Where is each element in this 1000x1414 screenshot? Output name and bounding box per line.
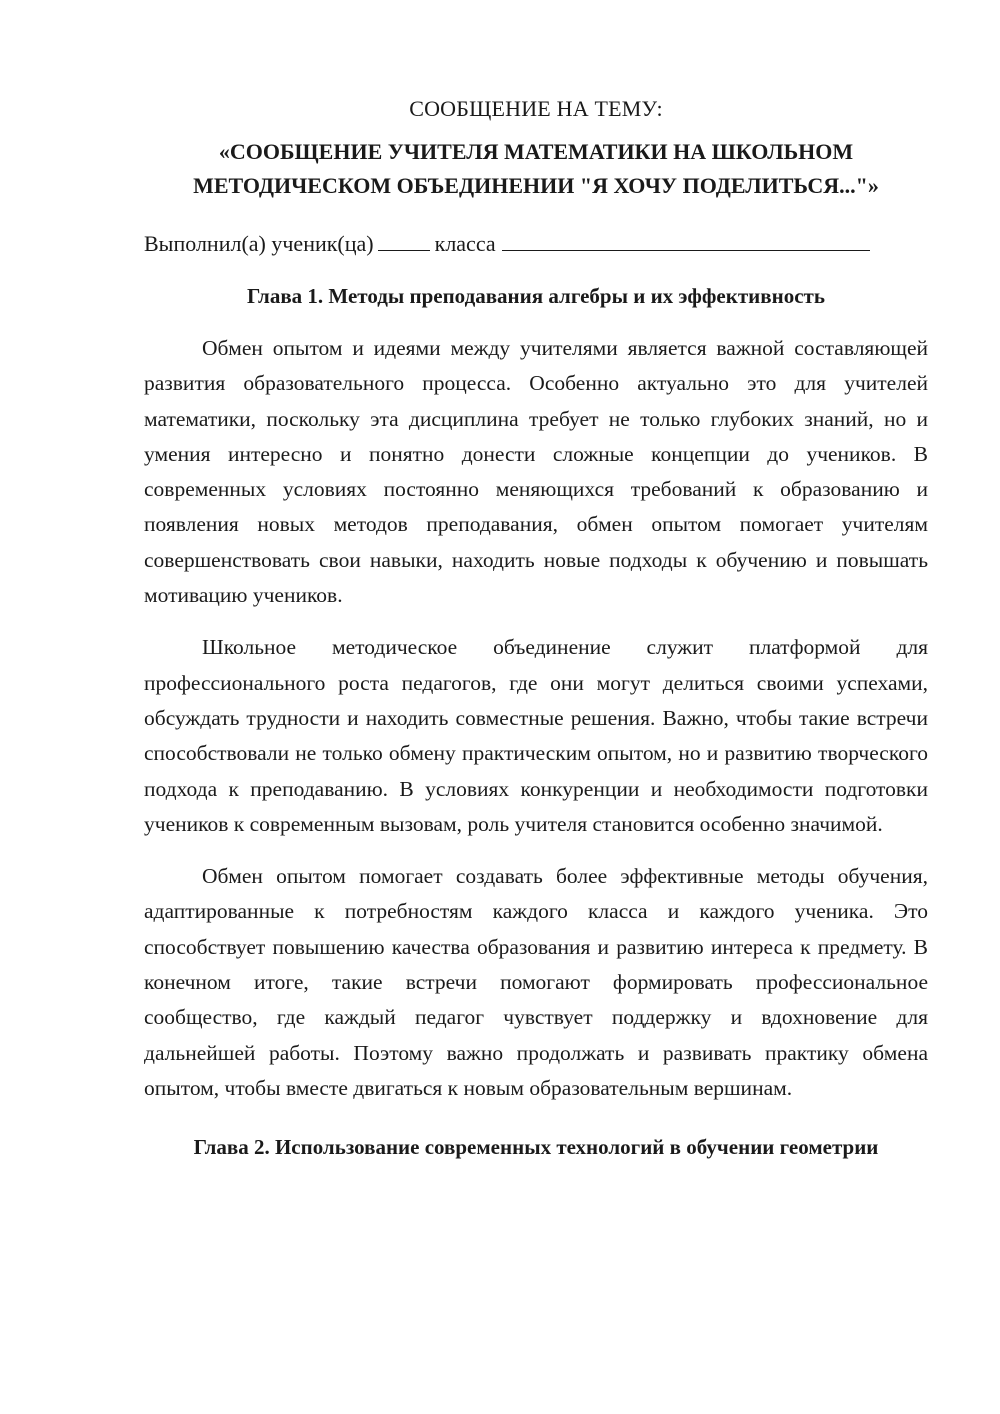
chapter-1-paragraph-3: Обмен опытом помогает создавать более эффективные методы обучения, адаптированные к потребностям каждого класса и каждого ученика. Это способствует повышению качества образования и развитию интереса к предмету. В конечном итоге, такие встречи помогают формировать профессиональное сообщество, где каждый педагог чувствует поддержку и вдохновение для дальнейшей работы. Поэтому важно продолжать и развивать практику обмена опытом, чтобы вместе двигаться к новым образовательным вершинам. [144,864,928,1100]
chapter-2-title: Глава 2. Использование современных технологий в обучении геометрии [193,1135,879,1160]
author-prefix: Выполнил(а) ученик(ца) [144,231,374,256]
author-class-label: класса [434,231,496,256]
document-content [144,94,928,1162]
document-title-line-2: МЕТОДИЧЕСКОМ ОБЪЕДИНЕНИИ "Я ХОЧУ ПОДЕЛИТЬСЯ..."» [193,173,879,198]
author-name-blank-field [502,230,870,251]
chapter-1-paragraph-2: Школьное методическое объединение служит платформой для профессионального роста педагогов, где они могут делиться своими успехами, обсуждать трудности и находить совместные решения. Важно, чтобы такие встречи способствовали не только обмену практическим опытом, но и развитию творческого подхода к преподаванию. В условиях конкуренции и необходимости подготовки учеников к современным вызовам, роль учителя становится особенно значимой. [144,635,928,836]
class-blank-field [378,230,430,251]
document-title-line-1: «СООБЩЕНИЕ УЧИТЕЛЯ МАТЕМАТИКИ НА ШКОЛЬНОМ [218,139,854,164]
chapter-1-title: Глава 1. Методы преподавания алгебры и их эффективность [247,284,825,308]
chapter-1-paragraph-1: Обмен опытом и идеями между учителями является важной составляющей развития образовательного процесса. Особенно актуально это для учителей математики, поскольку эта дисциплина требует не только глубоких знаний, но и умения интересно и понятно донести сложные концепции до учеников. В современных условиях постоянно меняющихся требований к образованию и появления новых методов преподавания, обмен опытом помогает учителям совершенствовать свои навыки, находить новые подходы к обучению и повышать мотивацию учеников. [144,336,928,608]
document-title [144,135,928,203]
document-heading: СООБЩЕНИЕ НА ТЕМУ: [409,96,663,121]
author-line [144,229,928,259]
